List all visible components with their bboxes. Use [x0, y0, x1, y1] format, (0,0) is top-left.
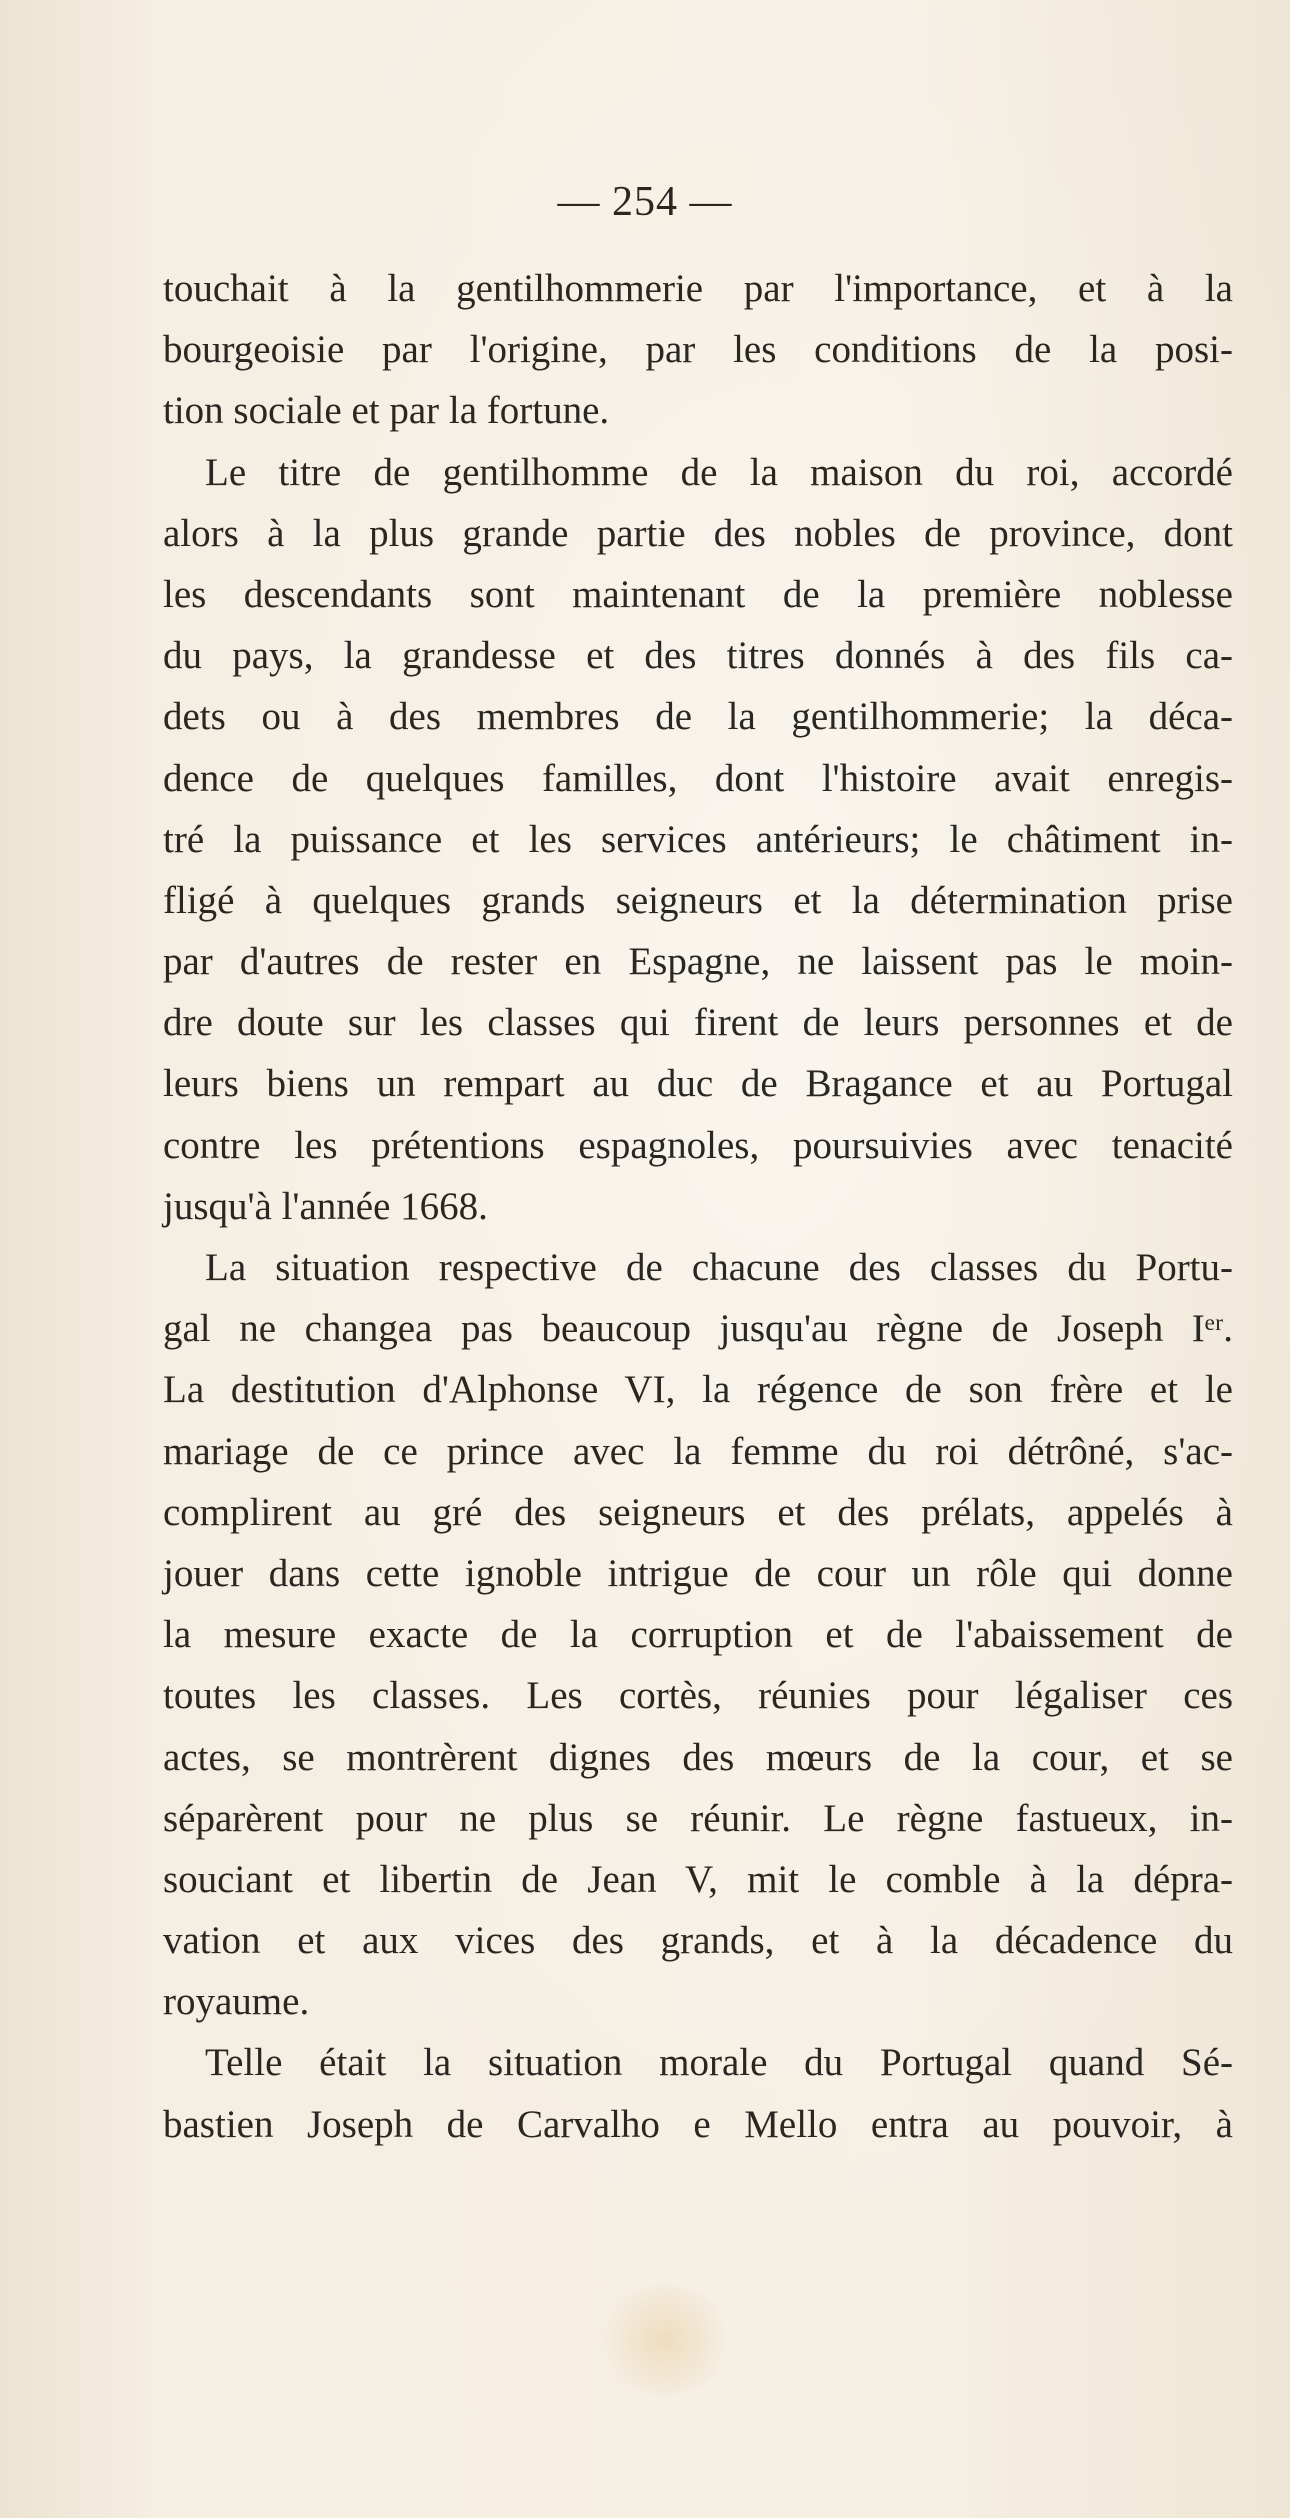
- text-line: fligé à quelques grands seigneurs et la détermination prise: [163, 878, 1233, 922]
- text-line: du pays, la grandesse et des titres donnés à des fils ca-: [163, 634, 1233, 678]
- text-line: mariage de ce prince avec la femme du roi détrôné, s'ac-: [163, 1429, 1233, 1473]
- text-line: dre doute sur les classes qui firent de leurs personnes et de: [163, 1001, 1233, 1045]
- text-line: la mesure exacte de la corruption et de l'abaissement de: [163, 1613, 1233, 1657]
- text-line: La situation respective de chacune des classes du Portu-: [205, 1246, 1233, 1289]
- text-line: Le titre de gentilhomme de la maison du roi, accordé: [205, 450, 1233, 494]
- text-line: les descendants sont maintenant de la première noblesse: [163, 572, 1233, 616]
- page-number: — 254 —: [557, 179, 733, 225]
- text-line: jouer dans cette ignoble intrigue de cour un rôle qui donne: [163, 1551, 1233, 1595]
- text-line: jusqu'à l'année 1668.: [163, 1184, 488, 1228]
- text-line: tion sociale et par la fortune.: [163, 389, 610, 433]
- text-line: dence de quelques familles, dont l'histoire avait enregis-: [163, 756, 1233, 800]
- page-text: [163, 258, 1233, 2155]
- text-line: bourgeoisie par l'origine, par les conditions de la posi-: [163, 328, 1233, 372]
- text-line: actes, se montrèrent dignes des mœurs de la cour, et se: [163, 1735, 1233, 1779]
- text-line: dets ou à des membres de la gentilhommerie; la déca-: [163, 695, 1233, 739]
- text-line: touchait à la gentilhommerie par l'importance, et à la: [163, 267, 1233, 310]
- text-line: tré la puissance et les services antérieurs; le châtiment in-: [163, 817, 1233, 861]
- text-line: La destitution d'Alphonse VI, la régence de son frère et le: [163, 1368, 1233, 1412]
- text-line: vation et aux vices des grands, et à la décadence du: [163, 1919, 1233, 1963]
- text-line: alors à la plus grande partie des nobles de province, dont: [163, 511, 1233, 555]
- text-line: Telle était la situation morale du Portugal quand Sé-: [205, 2041, 1233, 2085]
- text-line: royaume.: [163, 1980, 310, 2024]
- text-line: bastien Joseph de Carvalho e Mello entra au pouvoir, à: [163, 2102, 1233, 2146]
- text-line: gal ne changea pas beaucoup jusqu'au règne de Joseph Iᵉʳ.: [163, 1307, 1233, 1351]
- text-line: par d'autres de rester en Espagne, ne laissent pas le moin-: [163, 940, 1233, 984]
- paper-stain: [600, 2285, 730, 2395]
- text-line: contre les prétentions espagnoles, poursuivies avec tenacité: [163, 1123, 1233, 1167]
- text-line: souciant et libertin de Jean V, mit le comble à la dépra-: [163, 1857, 1233, 1901]
- text-line: complirent au gré des seigneurs et des prélats, appelés à: [163, 1490, 1233, 1534]
- text-line: leurs biens un rempart au duc de Bragance et au Portugal: [163, 1062, 1233, 1106]
- text-line: séparèrent pour ne plus se réunir. Le règne fastueux, in-: [163, 1796, 1233, 1840]
- text-line: toutes les classes. Les cortès, réunies pour légaliser ces: [163, 1674, 1233, 1718]
